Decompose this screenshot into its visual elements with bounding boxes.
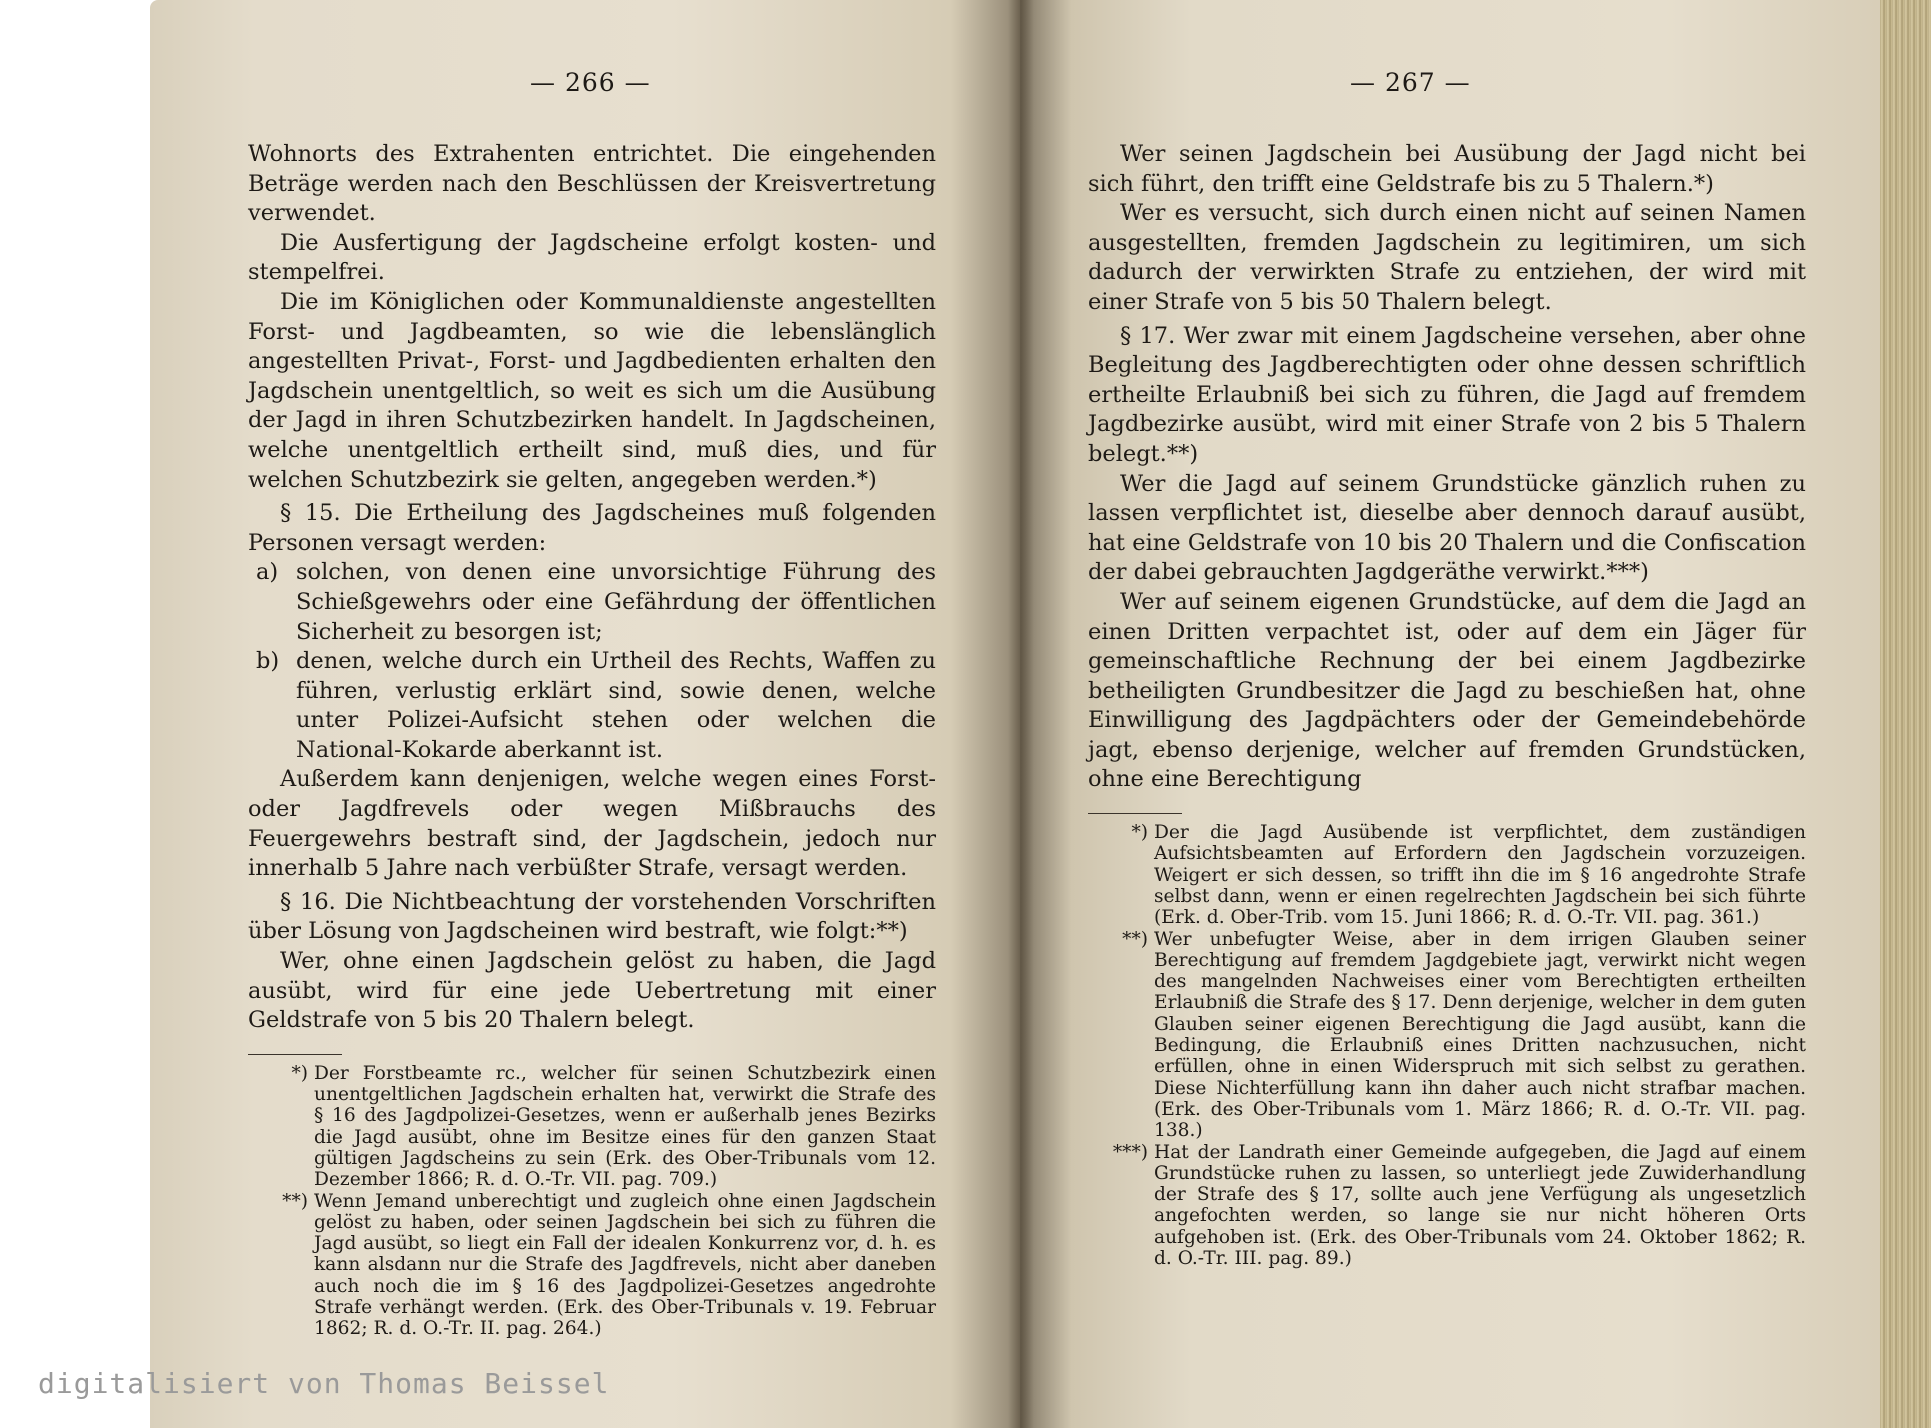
- list-item: [248, 558, 936, 647]
- page-number: — 267 —: [1350, 68, 1471, 97]
- footnote-mark: ***): [1112, 1141, 1148, 1163]
- footnote-mark: *): [291, 1062, 308, 1084]
- paragraph: Wer, ohne einen Jagdschein gelöst zu haben, die Jagd ausübt, wird für eine jede Uebertretung mit einer Geldstrafe von 5 bis 20 Thalern belegt.: [248, 948, 936, 1034]
- paragraph: Wer die Jagd auf seinem Grundstücke gänzlich ruhen zu lassen verpflichtet ist, dieselbe aber dennoch darauf ausübt, hat eine Geldstrafe von 10 bis 20 Thalern und die Confiscation der dabei gebrauchten Jagdgeräthe verwirkt.***): [1088, 470, 1806, 586]
- section-15-paragraph: § 15. Die Ertheilung des Jagdscheines muß folgenden Personen versagt werden:: [248, 500, 936, 556]
- footnote-mark: *): [1131, 822, 1148, 844]
- paragraph: Die im Königlichen oder Kommunaldienste angestellten Forst- und Jagdbeamten, so wie die lebenslänglich angestellten Privat-, Forst- und Jagdbedienten erhalten den Jagdschein unentgeltlich, so weit es sich um die Ausübung der Jagd in ihren Schutzbezirken handelt. In Jagdscheinen, welche unentgeltlich ertheilt sind, muß dies, und für welchen Schutzbezirk sie gelten, angegeben werden.*): [248, 288, 936, 493]
- footnote-text: Der Forstbeamte rc., welcher für seinen Schutzbezirk einen unentgeltlichen Jagdschein erhalten hat, verwirkt die Strafe des § 16 des Jagdpolizei-Gesetzes, wenn er außerhalb jenes Bezirks die Jagd ausübt, ohne im Besitze eines für den ganzen Staat gültigen Jagdscheins zu sein (Erk. des Ober-Tribunals vom 12. Dezember 1866; R. d. O.-Tr. VII. pag. 709.): [314, 1062, 936, 1191]
- footnote: [1088, 1142, 1806, 1270]
- list-item-text: denen, welche durch ein Urtheil des Rechts, Waffen zu führen, verlustig erklärt sind, sowie denen, welche unter Polizei-Aufsicht stehen oder welchen die National-Kokarde aberkannt ist.: [296, 648, 936, 763]
- footnote-mark: **): [282, 1190, 308, 1212]
- section-16-paragraph: § 16. Die Nichtbeachtung der vorstehenden Vorschriften über Lösung von Jagdscheinen wird bestraft, wie folgt:**): [248, 888, 936, 945]
- footnote: [1088, 929, 1806, 1142]
- paragraph: Wer es versucht, sich durch einen nicht auf seinen Namen ausgestellten, fremden Jagdschein zu legitimiren, um sich dadurch der verwirkten Strafe zu entziehen, der wird mit einer Strafe von 5 bis 50 Thalern belegt.: [1088, 200, 1806, 315]
- footnote-text: Wenn Jemand unberechtigt und zugleich ohne einen Jagdschein gelöst zu haben, oder seinen Jagdschein bei sich zu führen die Jagd ausübt, so liegt ein Fall der idealen Konkurrenz vor, d. h. es kann alsdann nur die Strafe des Jagdfrevels, nicht aber daneben auch noch die im § 16 des Jagdpolizei-Gesetzes angedrohte Strafe verhängt werden. (Erk. des Ober-Tribunals v. 19. Februar 1862; R. d. O.-Tr. II. pag. 264.): [314, 1190, 936, 1340]
- section-17-paragraph: § 17. Wer zwar mit einem Jagdscheine versehen, aber ohne Begleitung des Jagdberechtigten oder ohne dessen schriftlich ertheilte Erlaubniß bei sich zu führen, die Jagd auf fremdem Jagdbezirke ausübt, wird mit einer Strafe von 2 bis 5 Thalern belegt.**): [1088, 322, 1806, 467]
- right-page-body: [1088, 140, 1806, 1269]
- footnote-divider: [1088, 813, 1182, 814]
- list-item-text: solchen, von denen eine unvorsichtige Führung des Schießgewehrs oder eine Gefährdung der öffentlichen Sicherheit zu besorgen ist;: [296, 559, 936, 645]
- footnote-text: Hat der Landrath einer Gemeinde aufgegeben, die Jagd auf einem Grundstücke ruhen zu lassen, so unterliegt jede Zuwiderhandlung der Strafe des § 17, sollte auch jene Verfügung als ungesetzlich angefochten werden, so lange sie nur nicht höheren Orts aufgehoben ist. (Erk. des Ober-Tribunals vom 24. Oktober 1862; R. d. O.-Tr. III. pag. 89.): [1154, 1141, 1806, 1269]
- footnote-text: Der die Jagd Ausübende ist verpflichtet, dem zuständigen Aufsichtsbeamten auf Erfordern den Jagdschein vorzuzeigen. Weigert er sich dessen, so trifft ihn die im § 16 angedrohte Strafe selbst dann, wenn er einen regelrechten Jagdschein bei sich führte (Erk. d. Ober-Trib. vom 15. Juni 1866; R. d. O.-Tr. VII. pag. 361.): [1154, 822, 1806, 929]
- right-page: [1020, 0, 1880, 1428]
- page-edges: [1880, 0, 1931, 1428]
- footnote: [1088, 822, 1806, 928]
- paragraph: Wer auf seinem eigenen Grundstücke, auf dem die Jagd an einen Dritten verpachtet ist, oder auf dem ein Jäger für gemeinschaftliche Rechnung der bei einem Jagdbezirke betheiligten Grundbesitzer die Jagd zu beschießen hat, ohne Einwilligung des Jagdpächters oder der Gemeindebehörde jagt, ebenso derjenige, welcher auf fremden Grundstücken, ohne eine Berechtigung: [1088, 588, 1806, 793]
- list-item-label: a): [256, 559, 279, 586]
- list-item: [248, 647, 936, 765]
- watermark: digitalisiert von Thomas Beissel: [38, 1367, 610, 1400]
- exclusion-list: [248, 558, 936, 765]
- footnote: [248, 1191, 936, 1340]
- paragraph: Die Ausfertigung der Jagdscheine erfolgt kosten- und stempelfrei.: [248, 229, 936, 286]
- footnote-text: Wer unbefugter Weise, aber in dem irrigen Glauben seiner Berechtigung auf fremdem Jagdgebiete jagt, verwirkt nicht wegen des mangelnden Nachweises einer vom Berechtigten ertheilten Erlaubniß die Strafe des § 17. Denn derjenige, welcher in dem guten Glauben seiner eigenen Berechtigung die Jagd ausübt, kann die Bedingung, die Erlaubniß eines Dritten nachzusuchen, nicht erfüllen, ohne in einen Widerspruch mit sich selbst zu gerathen. Diese Nichterfüllung kann ihn daher auch nicht strafbar machen. (Erk. des Ober-Tribunals vom 1. März 1866; R. d. O.-Tr. VII. pag. 138.): [1154, 928, 1806, 1142]
- left-page: [150, 0, 1020, 1428]
- left-page-body: [248, 140, 936, 1340]
- footnote-mark: **): [1122, 928, 1148, 950]
- page-number: — 266 —: [530, 68, 651, 97]
- footnotes: [1088, 822, 1806, 1269]
- list-item-label: b): [256, 648, 280, 675]
- paragraph: Wer seinen Jagdschein bei Ausübung der Jagd nicht bei sich führt, den trifft eine Geldstrafe bis zu 5 Thalern.*): [1088, 141, 1806, 197]
- paragraph: Wohnorts des Extrahenten entrichtet. Die eingehenden Beträge werden nach den Beschlüssen der Kreisvertretung verwendet.: [248, 141, 936, 227]
- footnote: [248, 1063, 936, 1191]
- book-gutter-shadow: [1008, 0, 1034, 1428]
- footnotes: [248, 1063, 936, 1340]
- paragraph: Außerdem kann denjenigen, welche wegen eines Forst- oder Jagdfrevels oder wegen Mißbrauchs des Feuergewehrs bestraft sind, der Jagdschein, jedoch nur innerhalb 5 Jahre nach verbüßter Strafe, versagt werden.: [248, 766, 936, 882]
- footnote-divider: [248, 1054, 342, 1055]
